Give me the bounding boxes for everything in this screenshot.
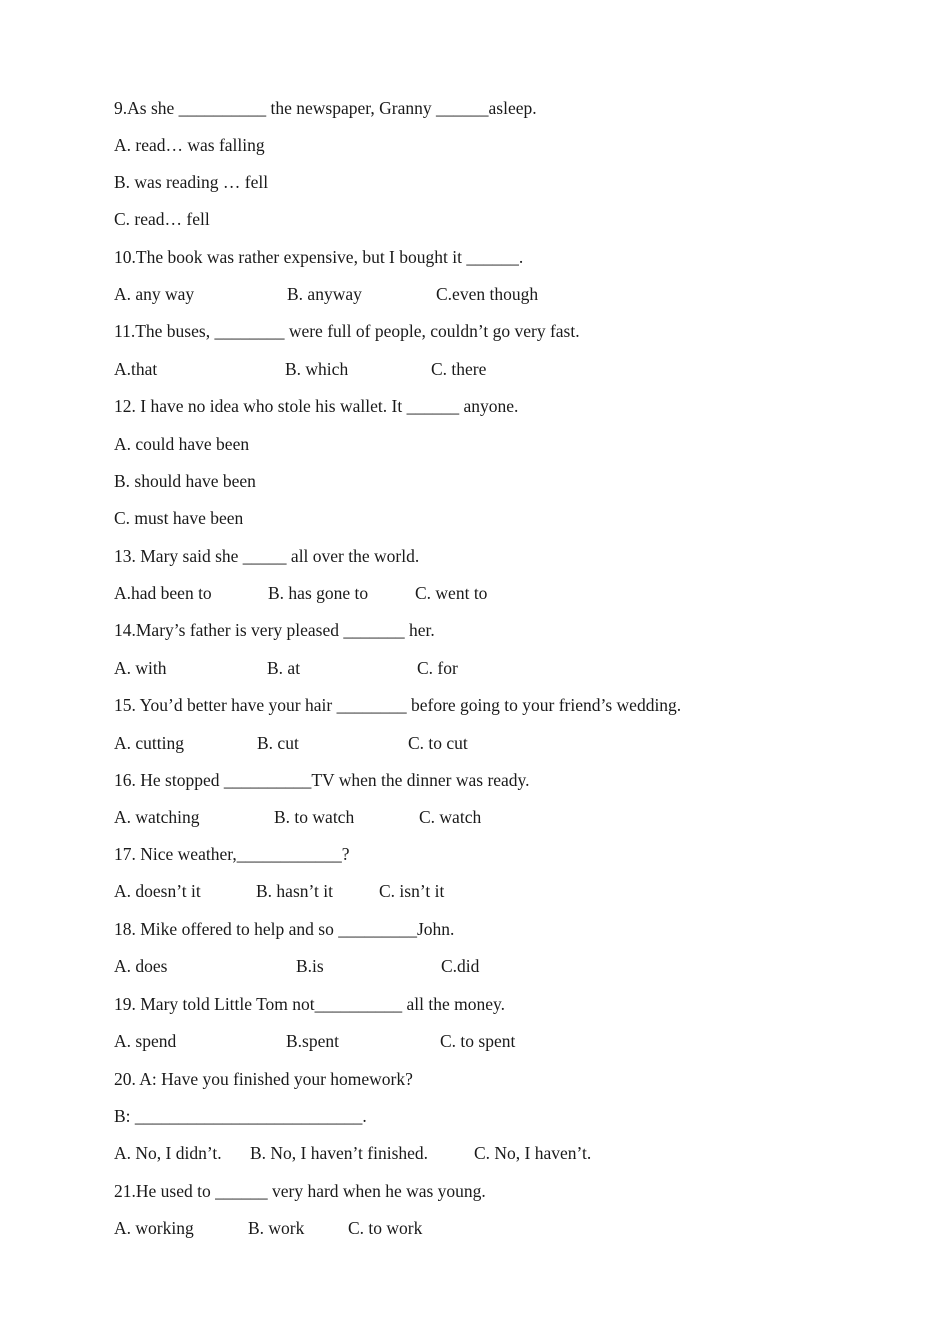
question-19-option-c: C. to spent: [440, 1031, 516, 1051]
question-9-option-b: B. was reading … fell: [114, 172, 269, 192]
question-18-stem: 18. Mike offered to help and so _________John.: [114, 919, 455, 939]
question-11-option-b: B. which: [285, 359, 349, 379]
question-21-option-b: B. work: [248, 1218, 305, 1238]
question-15-option-a: A. cutting: [114, 733, 184, 753]
question-21-stem: 21.He used to ______ very hard when he was young.: [114, 1181, 486, 1201]
question-20-response-line: B: __________________________.: [114, 1106, 367, 1126]
question-18-option-b: B.is: [296, 956, 324, 976]
question-17-option-a: A. doesn’t it: [114, 881, 201, 901]
question-12-option-c: C. must have been: [114, 508, 244, 528]
question-9-stem: 9.As she __________ the newspaper, Granny ______asleep.: [114, 98, 537, 118]
question-19-option-a: A. spend: [114, 1031, 177, 1051]
question-10-option-a: A. any way: [114, 284, 195, 304]
question-15-stem: 15. You’d better have your hair ________ before going to your friend’s wedding.: [114, 695, 682, 715]
question-17-stem: 17. Nice weather,____________?: [114, 844, 350, 864]
question-15-option-b: B. cut: [257, 733, 299, 753]
question-16-option-c: C. watch: [419, 807, 482, 827]
question-12-option-b: B. should have been: [114, 471, 256, 491]
question-14-option-a: A. with: [114, 658, 167, 678]
question-18-option-c: C.did: [441, 956, 480, 976]
question-14-stem: 14.Mary’s father is very pleased _______ her.: [114, 620, 435, 640]
question-20-option-c: C. No, I haven’t.: [474, 1143, 592, 1163]
question-10-stem: 10.The book was rather expensive, but I bought it ______.: [114, 247, 524, 267]
question-20-option-a: A. No, I didn’t.: [114, 1143, 222, 1163]
question-19-stem: 19. Mary told Little Tom not__________ all the money.: [114, 994, 506, 1014]
question-9-option-c: C. read… fell: [114, 209, 210, 229]
question-16-stem: 16. He stopped __________TV when the dinner was ready.: [114, 770, 530, 790]
question-11-option-c: C. there: [431, 359, 487, 379]
question-16-option-a: A. watching: [114, 807, 200, 827]
question-17-option-b: B. hasn’t it: [256, 881, 333, 901]
question-14-option-b: B. at: [267, 658, 301, 678]
question-20-stem: 20. A: Have you finished your homework?: [114, 1069, 413, 1089]
question-12-stem: 12. I have no idea who stole his wallet. It ______ anyone.: [114, 396, 519, 416]
question-18-option-a: A. does: [114, 956, 168, 976]
question-13-option-c: C. went to: [415, 583, 488, 603]
question-12-option-a: A. could have been: [114, 434, 250, 454]
question-13-option-a: A.had been to: [114, 583, 212, 603]
question-9-option-a: A. read… was falling: [114, 135, 265, 155]
question-10-option-b: B. anyway: [287, 284, 362, 304]
question-17-option-c: C. isn’t it: [379, 881, 445, 901]
question-10-option-c: C.even though: [436, 284, 539, 304]
question-21-option-a: A. working: [114, 1218, 194, 1238]
question-13-stem: 13. Mary said she _____ all over the world.: [114, 546, 420, 566]
question-16-option-b: B. to watch: [274, 807, 355, 827]
question-21-option-c: C. to work: [348, 1218, 423, 1238]
question-19-option-b: B.spent: [286, 1031, 339, 1051]
question-14-option-c: C. for: [417, 658, 458, 678]
question-20-option-b: B. No, I haven’t finished.: [250, 1143, 429, 1163]
question-11-option-a: A.that: [114, 359, 158, 379]
question-11-stem: 11.The buses, ________ were full of people, couldn’t go very fast.: [114, 321, 580, 341]
question-15-option-c: C. to cut: [408, 733, 468, 753]
question-13-option-b: B. has gone to: [268, 583, 369, 603]
